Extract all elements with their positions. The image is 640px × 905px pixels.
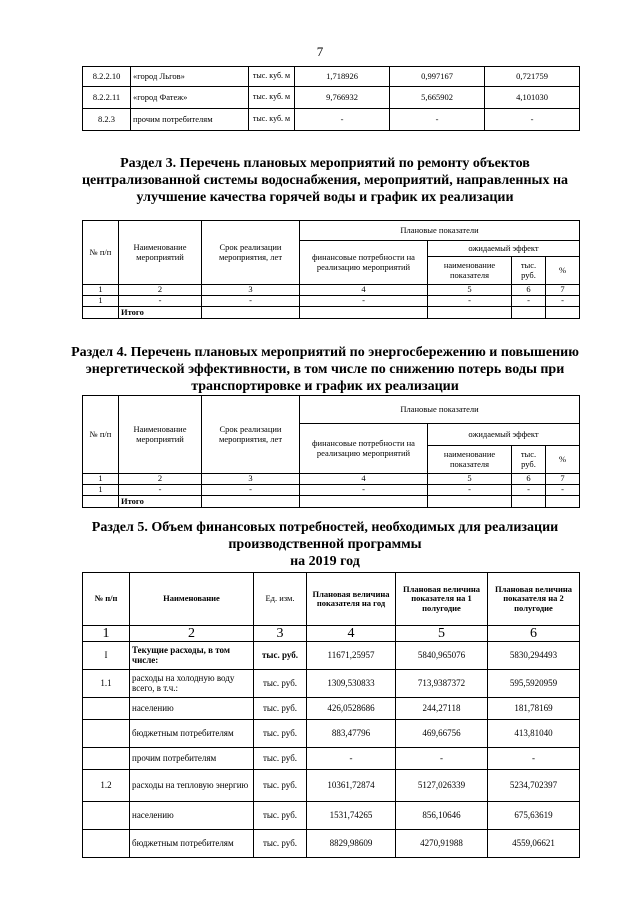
row-name: бюджетным потребителям xyxy=(130,830,254,858)
column-number: 2 xyxy=(119,285,202,296)
col-term-header: Срок реализации мероприятия, лет xyxy=(202,221,300,285)
row-unit: тыс. куб. м xyxy=(249,87,295,109)
row-value-h2: 181,78169 xyxy=(488,698,580,720)
col-effect-header: ожидаемый эффект xyxy=(428,241,580,257)
cell: - xyxy=(428,485,512,496)
section-4-table xyxy=(82,395,580,508)
row-unit: тыс. руб. xyxy=(254,748,307,770)
col-name-header: Наименование мероприятий xyxy=(119,396,202,474)
cell: - xyxy=(119,485,202,496)
col-unit-header: Ед. изм. xyxy=(254,573,307,626)
col-name-header: Наименование мероприятий xyxy=(119,221,202,285)
column-number: 2 xyxy=(119,474,202,485)
row-value-h2: 4559,06621 xyxy=(488,830,580,858)
row-value-h2: 5830,294493 xyxy=(488,642,580,670)
column-number: 3 xyxy=(202,285,300,296)
column-number: 3 xyxy=(202,474,300,485)
row-number: I xyxy=(83,642,130,670)
section-5-title: Раздел 5. Объем финансовых потребностей, необходимых для реализации производственной программы xyxy=(91,520,559,552)
col-h2-header: Плановая величина показателя на 2 полугодие xyxy=(488,573,580,626)
row-value-h1: 4270,91988 xyxy=(396,830,488,858)
col-num-header: № п/п xyxy=(83,221,119,285)
row-number: 8.2.3 xyxy=(83,109,131,131)
row-number xyxy=(83,802,130,830)
row-unit: тыс. руб. xyxy=(254,830,307,858)
column-number: 4 xyxy=(307,626,396,642)
cell: - xyxy=(202,296,300,307)
row-unit: тыс. руб. xyxy=(254,698,307,720)
col-fin-header: финансовые потребности на реализацию мероприятий xyxy=(300,424,428,474)
row-value-h1: 5840,965076 xyxy=(396,642,488,670)
row-value-h1: - xyxy=(396,748,488,770)
column-number: 3 xyxy=(254,626,307,642)
column-number: 7 xyxy=(546,474,580,485)
table-row xyxy=(83,720,580,748)
column-number: 7 xyxy=(546,285,580,296)
row-value-year: 1531,74265 xyxy=(307,802,396,830)
column-number: 6 xyxy=(488,626,580,642)
cell: 1 xyxy=(83,296,119,307)
table-row xyxy=(83,642,580,670)
row-name: Текущие расходы, в том числе: xyxy=(130,642,254,670)
row-unit: тыс. руб. xyxy=(254,670,307,698)
cell: - xyxy=(300,296,428,307)
table-row xyxy=(83,67,580,87)
row-number xyxy=(83,748,130,770)
col-thous-header: тыс. руб. xyxy=(512,257,546,285)
row-value-h1: 244,27118 xyxy=(396,698,488,720)
table-row xyxy=(83,670,580,698)
table-row xyxy=(83,109,580,131)
row-value-h1: 856,10646 xyxy=(396,802,488,830)
row-number xyxy=(83,720,130,748)
row-value-year: 10361,72874 xyxy=(307,770,396,802)
col-num-header: № п/п xyxy=(83,396,119,474)
col-thous-header: тыс. руб. xyxy=(512,446,546,474)
row-value: 0,721759 xyxy=(485,67,580,87)
row-unit: тыс. руб. xyxy=(254,720,307,748)
row-number: 1.2 xyxy=(83,770,130,802)
row-value-year: 1309,530833 xyxy=(307,670,396,698)
row-name: расходы на тепловую энергию xyxy=(130,770,254,802)
cell: - xyxy=(512,485,546,496)
table-row xyxy=(83,698,580,720)
column-number: 5 xyxy=(428,474,512,485)
row-value-h2: 595,5920959 xyxy=(488,670,580,698)
top-table xyxy=(82,66,580,131)
cell: - xyxy=(202,485,300,496)
row-number: 1.1 xyxy=(83,670,130,698)
column-number: 5 xyxy=(396,626,488,642)
table-row xyxy=(83,485,580,496)
total-row xyxy=(83,307,580,319)
column-number: 2 xyxy=(130,626,254,642)
row-value-h1: 469,66756 xyxy=(396,720,488,748)
row-unit: тыс. куб. м xyxy=(249,109,295,131)
column-numbers-row xyxy=(83,626,580,642)
col-pct-header: % xyxy=(546,257,580,285)
col-year-header: Плановая величина показателя на год xyxy=(307,573,396,626)
row-value-year: 8829,98609 xyxy=(307,830,396,858)
column-number: 4 xyxy=(300,474,428,485)
row-value: 9,766932 xyxy=(295,87,390,109)
row-name: населению xyxy=(130,698,254,720)
column-number: 4 xyxy=(300,285,428,296)
col-fin-header: финансовые потребности на реализацию мероприятий xyxy=(300,241,428,285)
col-indicator-header: наименование показателя xyxy=(428,257,512,285)
row-unit: тыс. руб. xyxy=(254,802,307,830)
row-name: бюджетным потребителям xyxy=(130,720,254,748)
column-number: 6 xyxy=(512,474,546,485)
row-value: 5,665902 xyxy=(390,87,485,109)
row-value-h1: 713,9387372 xyxy=(396,670,488,698)
page-number: 7 xyxy=(316,44,324,59)
cell: - xyxy=(512,296,546,307)
row-number xyxy=(83,698,130,720)
column-numbers-row xyxy=(83,285,580,296)
col-h1-header: Плановая величина показателя на 1 полугодие xyxy=(396,573,488,626)
col-plan-header: Плановые показатели xyxy=(300,396,580,424)
table-row xyxy=(83,802,580,830)
row-value: 1,718926 xyxy=(295,67,390,87)
row-value-h2: 675,63619 xyxy=(488,802,580,830)
row-value: - xyxy=(390,109,485,131)
row-value-year: 426,0528686 xyxy=(307,698,396,720)
table-row xyxy=(83,830,580,858)
section-3-table xyxy=(82,220,580,319)
column-numbers-row xyxy=(83,474,580,485)
table-row xyxy=(83,87,580,109)
row-name: населению xyxy=(130,802,254,830)
col-effect-header: ожидаемый эффект xyxy=(428,424,580,446)
row-value-h2: 413,81040 xyxy=(488,720,580,748)
col-plan-header: Плановые показатели xyxy=(300,221,580,241)
row-value-year: 883,47796 xyxy=(307,720,396,748)
row-value-h2: - xyxy=(488,748,580,770)
total-row xyxy=(83,496,580,508)
row-value-year: - xyxy=(307,748,396,770)
row-value-h1: 5127,026339 xyxy=(396,770,488,802)
column-number: 5 xyxy=(428,285,512,296)
row-number: 8.2.2.11 xyxy=(83,87,131,109)
total-label: Итого xyxy=(119,496,202,508)
cell: 1 xyxy=(83,485,119,496)
table-row xyxy=(83,296,580,307)
col-term-header: Срок реализации мероприятия, лет xyxy=(202,396,300,474)
section-5-year: на 2019 год xyxy=(290,554,360,569)
row-name: расходы на холодную воду всего, в т.ч.: xyxy=(130,670,254,698)
row-unit: тыс. руб. xyxy=(254,770,307,802)
row-value: 4,101030 xyxy=(485,87,580,109)
row-value: - xyxy=(295,109,390,131)
table-row xyxy=(83,748,580,770)
row-value-h2: 5234,702397 xyxy=(488,770,580,802)
row-name: «город Фатеж» xyxy=(131,87,249,109)
row-unit: тыс. руб. xyxy=(254,642,307,670)
row-value-year: 11671,25957 xyxy=(307,642,396,670)
col-name-header: Наименование xyxy=(130,573,254,626)
row-name: прочим потребителям xyxy=(130,748,254,770)
table-row xyxy=(83,770,580,802)
row-value: - xyxy=(485,109,580,131)
cell: - xyxy=(300,485,428,496)
cell: - xyxy=(546,296,580,307)
row-number: 8.2.2.10 xyxy=(83,67,131,87)
section-3-title: Раздел 3. Перечень плановых мероприятий по ремонту объектов централизованной системы водоснабжения, мероприятий, направленных на улучшение качества горячей воды и график их реализации xyxy=(81,156,569,205)
col-indicator-header: наименование показателя xyxy=(428,446,512,474)
row-name: прочим потребителям xyxy=(131,109,249,131)
section-5-table xyxy=(82,572,580,858)
cell: - xyxy=(119,296,202,307)
row-value: 0,997167 xyxy=(390,67,485,87)
row-unit: тыс. куб. м xyxy=(249,67,295,87)
cell: - xyxy=(428,296,512,307)
column-number: 1 xyxy=(83,626,130,642)
column-number: 1 xyxy=(83,285,119,296)
section-4-title: Раздел 4. Перечень плановых мероприятий по энергосбережению и повышению энергетической эффективности, в том числе по снижению потерь воды при транспортировке и график их реализации xyxy=(71,345,579,394)
column-number: 1 xyxy=(83,474,119,485)
row-name: «город Льгов» xyxy=(131,67,249,87)
col-num-header: № п/п xyxy=(83,573,130,626)
col-pct-header: % xyxy=(546,446,580,474)
column-number: 6 xyxy=(512,285,546,296)
cell: - xyxy=(546,485,580,496)
row-number xyxy=(83,830,130,858)
total-label: Итого xyxy=(119,307,202,319)
